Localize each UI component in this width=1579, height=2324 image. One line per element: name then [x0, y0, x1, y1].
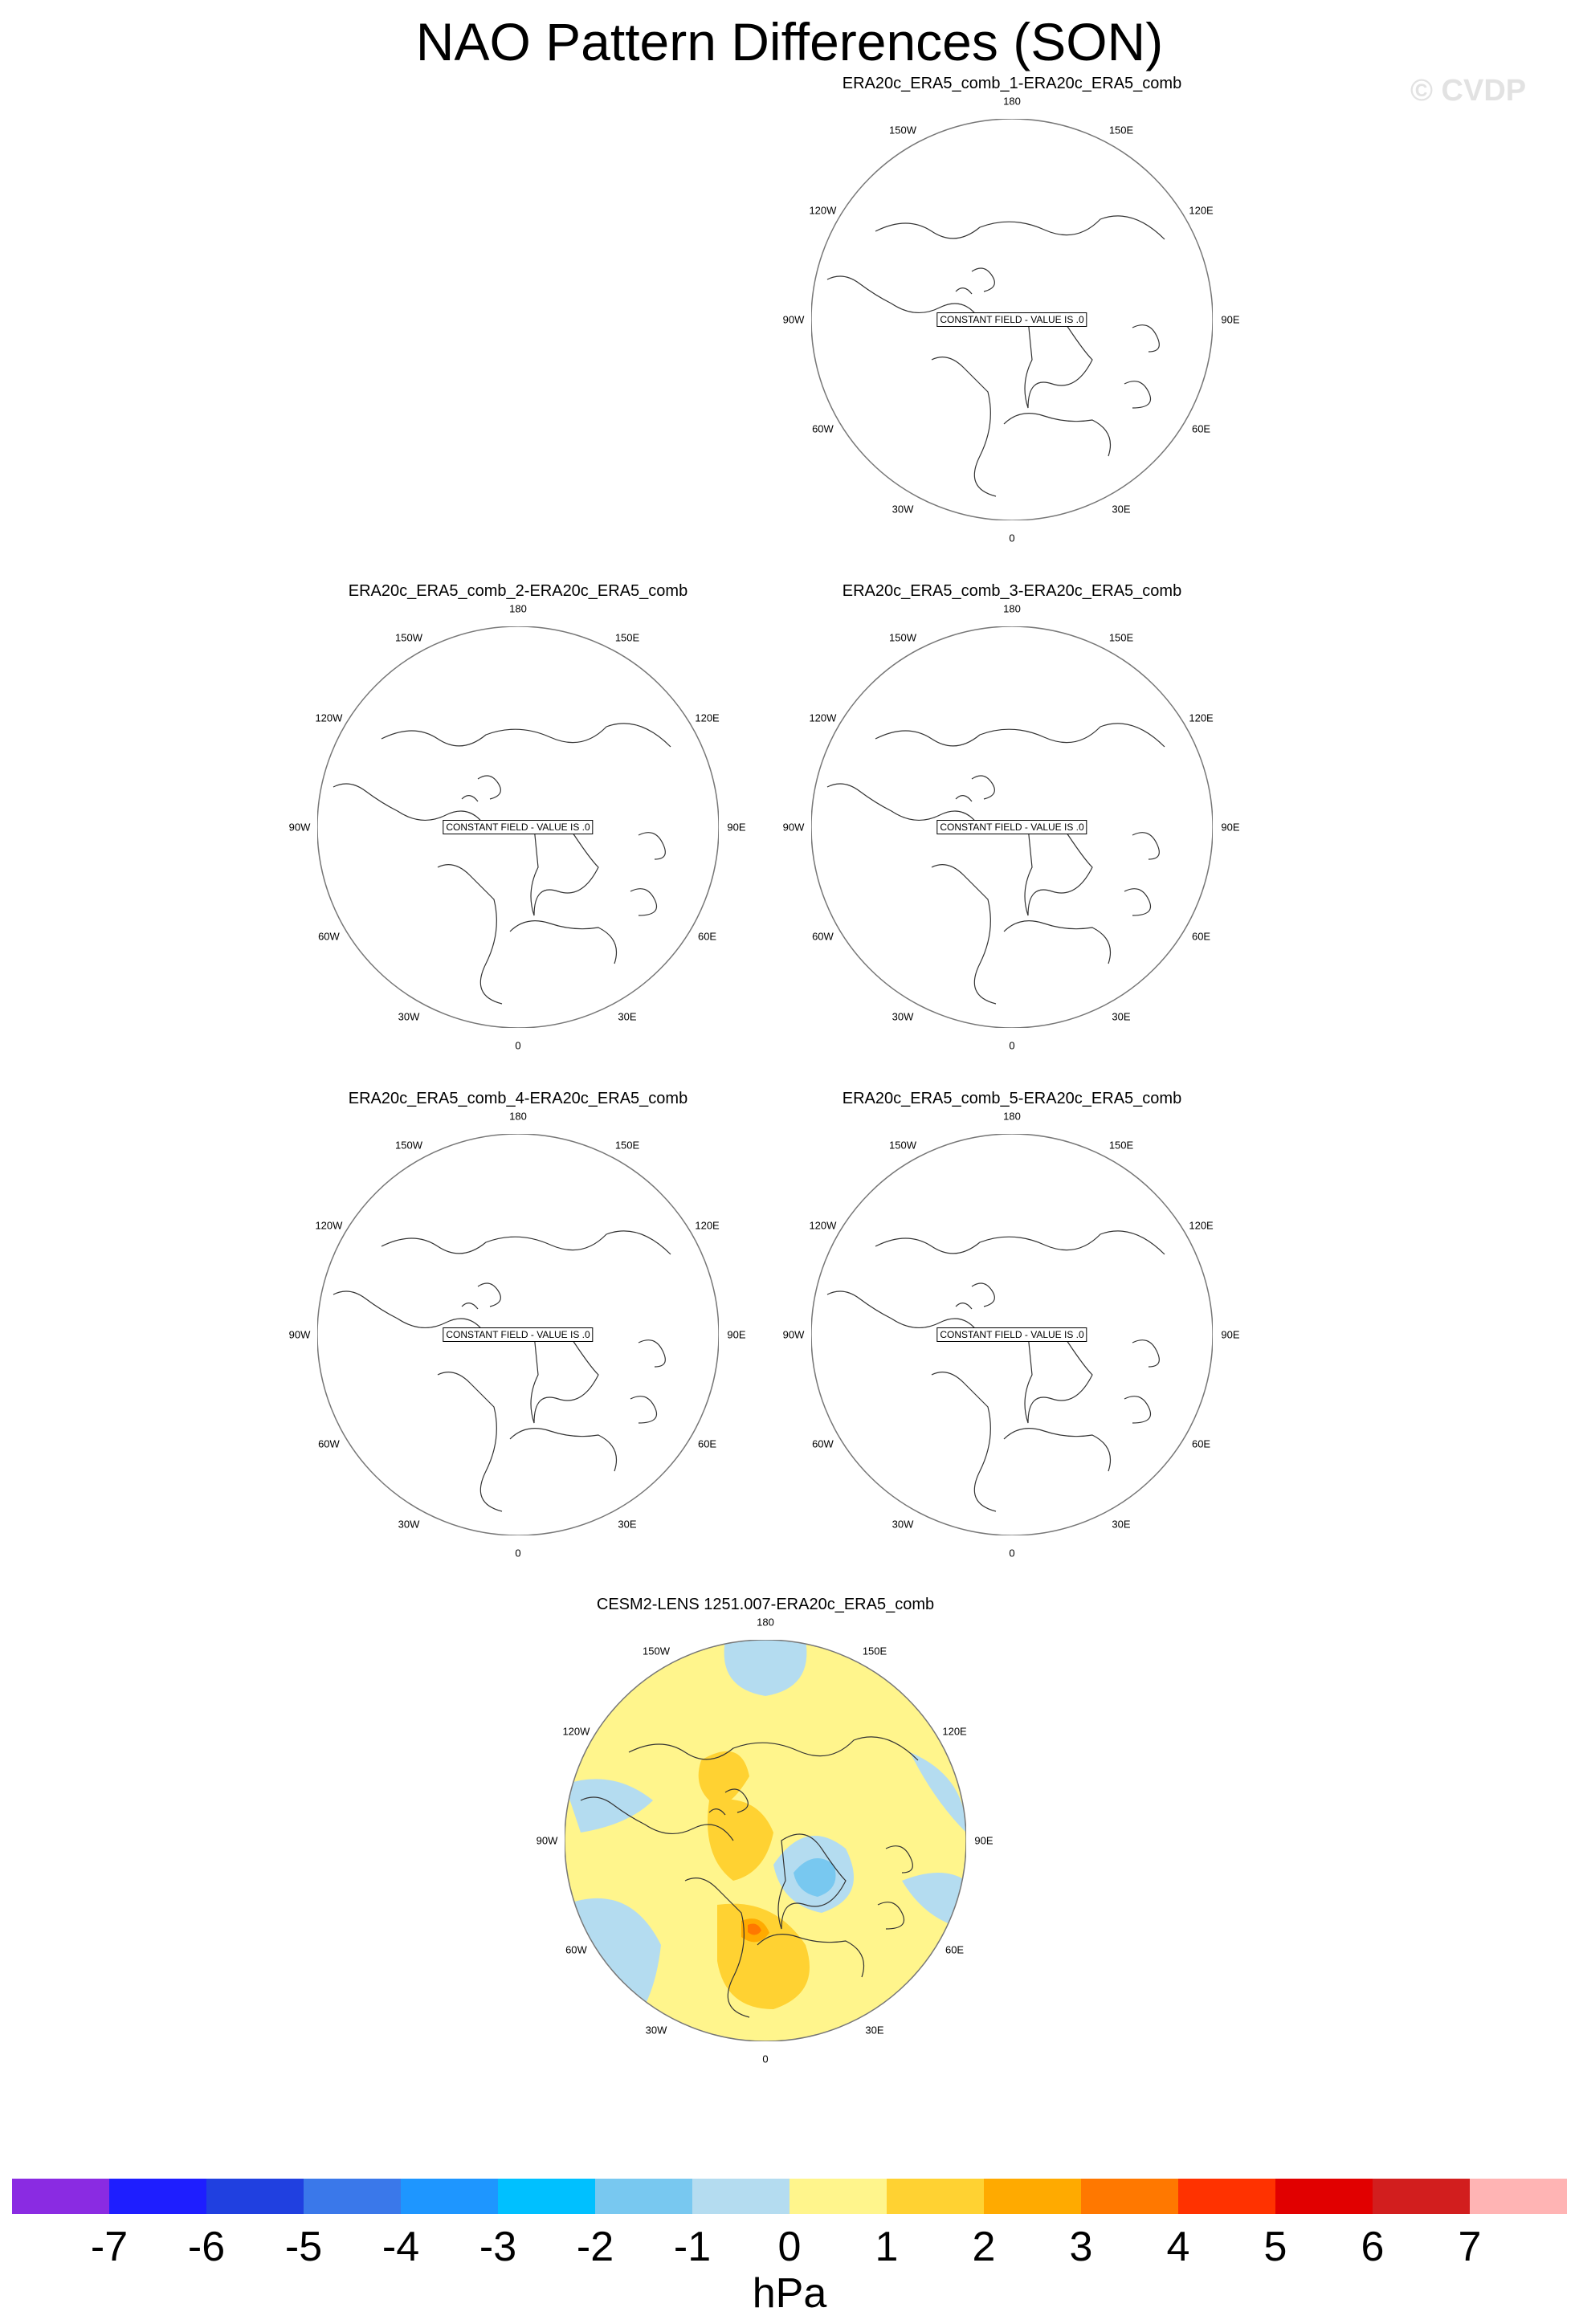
lon-label: 150W — [889, 1139, 916, 1152]
panel-title: ERA20c_ERA5_comb_1-ERA20c_ERA5_comb — [842, 75, 1182, 92]
lon-label: 120E — [942, 1725, 967, 1738]
panel-title: ERA20c_ERA5_comb_2-ERA20c_ERA5_comb — [348, 582, 688, 600]
coastline — [956, 796, 972, 801]
lon-label: 90W — [536, 1834, 558, 1847]
lon-label: 120E — [1189, 1219, 1214, 1232]
lon-label: 0 — [1009, 532, 1015, 544]
coastline — [478, 1283, 500, 1307]
lon-label: 30W — [398, 1010, 420, 1023]
lon-label: 0 — [515, 1039, 521, 1052]
lon-label: 180 — [757, 1616, 774, 1629]
coastline — [510, 921, 617, 964]
lon-label: 90E — [974, 1834, 994, 1847]
lon-label: 150E — [1108, 631, 1134, 644]
lon-label: 150W — [889, 124, 916, 137]
lon-label: 90W — [288, 1328, 311, 1341]
coastline — [462, 1303, 478, 1309]
colorbar-tick: -5 — [284, 2224, 323, 2270]
colorbar-tick: -1 — [673, 2224, 712, 2270]
lon-label: 150E — [862, 1645, 887, 1657]
colorbar-swatch — [304, 2179, 401, 2214]
lon-label: 90E — [1221, 313, 1240, 326]
colorbar-swatch — [984, 2179, 1081, 2214]
colorbar-tick: 7 — [1458, 2224, 1482, 2270]
lon-label: 150W — [643, 1645, 670, 1657]
lon-label: 60E — [1191, 422, 1211, 435]
constant-field-label: CONSTANT FIELD - VALUE IS .0 — [936, 820, 1087, 834]
coastline — [932, 357, 996, 496]
coastline — [639, 1340, 665, 1367]
coastline — [1132, 325, 1159, 352]
lon-label: 30W — [892, 1010, 914, 1023]
lon-label: 30W — [645, 2024, 667, 2037]
lon-label: 120E — [1189, 204, 1214, 217]
coastline — [1004, 414, 1111, 456]
lon-label: 180 — [1003, 602, 1021, 615]
lon-label: 60E — [697, 1437, 717, 1450]
lon-label: 30E — [618, 1010, 637, 1023]
coastline — [956, 288, 972, 294]
colorbar-tick: -6 — [187, 2224, 226, 2270]
coastline — [381, 724, 671, 747]
map-panel-3 — [782, 582, 1240, 1096]
colorbar-swatch — [887, 2179, 984, 2214]
colorbar-units: hPa — [752, 2270, 827, 2317]
lon-label: 150E — [614, 631, 640, 644]
lon-label: 120W — [809, 711, 837, 724]
lon-label: 0 — [1009, 1547, 1015, 1560]
lon-label: 60E — [697, 930, 717, 943]
colorbar-swatch — [12, 2179, 109, 2214]
lon-label: 150W — [395, 1139, 422, 1152]
lon-label: 30E — [1112, 1518, 1131, 1531]
lon-label: 60E — [1191, 930, 1211, 943]
polar-map — [565, 1640, 966, 2041]
colorbar-swatch — [790, 2179, 887, 2214]
panel-title: ERA20c_ERA5_comb_4-ERA20c_ERA5_comb — [348, 1090, 688, 1107]
lon-label: 120E — [695, 1219, 720, 1232]
lon-label: 60W — [565, 1943, 587, 1956]
lon-label: 0 — [515, 1547, 521, 1560]
colorbar-tick: 3 — [1069, 2224, 1093, 2270]
coastline — [630, 889, 657, 915]
colorbar-swatch — [206, 2179, 304, 2214]
colorbar-tick: 2 — [972, 2224, 996, 2270]
lon-label: 30E — [1112, 503, 1131, 516]
lon-label: 30E — [1112, 1010, 1131, 1023]
lon-label: 120W — [315, 1219, 343, 1232]
lon-label: 60W — [812, 422, 834, 435]
colorbar-tick: 0 — [777, 2224, 802, 2270]
lon-label: 90W — [782, 1328, 805, 1341]
colorbar-swatch — [692, 2179, 790, 2214]
lon-label: 30W — [892, 1518, 914, 1531]
coastline — [1124, 381, 1151, 408]
lon-label: 60W — [812, 930, 834, 943]
coastline — [510, 1429, 617, 1471]
coastline — [972, 268, 994, 292]
colorbar-tick: 1 — [875, 2224, 899, 2270]
lon-label: 120W — [809, 1219, 837, 1232]
lon-label: 120W — [809, 204, 837, 217]
coastline — [438, 1372, 502, 1511]
coastline — [1124, 1396, 1151, 1423]
lon-label: 150E — [614, 1139, 640, 1152]
colorbar-tick: 6 — [1361, 2224, 1385, 2270]
coastline — [1025, 821, 1092, 915]
colorbar-swatch — [1081, 2179, 1178, 2214]
lon-label: 60W — [318, 1437, 340, 1450]
coastline — [972, 1283, 994, 1307]
lon-label: 180 — [509, 602, 527, 615]
colorbar-tick: 5 — [1263, 2224, 1287, 2270]
coastline — [478, 776, 500, 799]
map-panel-5 — [782, 1090, 1240, 1604]
lon-label: 150E — [1108, 1139, 1134, 1152]
lon-label: 60E — [945, 1943, 965, 1956]
coastline — [972, 776, 994, 799]
colorbar-swatch — [1275, 2179, 1373, 2214]
lon-label: 120E — [1189, 711, 1214, 724]
colorbar — [12, 2179, 1567, 2214]
coastline — [932, 1372, 996, 1511]
coastline — [1025, 313, 1092, 408]
colorbar-tick: 4 — [1166, 2224, 1190, 2270]
lon-label: 180 — [1003, 95, 1021, 108]
coastline — [462, 796, 478, 801]
coastline — [1132, 833, 1159, 859]
coastline — [1132, 1340, 1159, 1367]
lon-label: 0 — [1009, 1039, 1015, 1052]
colorbar-tick: -7 — [90, 2224, 129, 2270]
constant-field-label: CONSTANT FIELD - VALUE IS .0 — [936, 1327, 1087, 1342]
map-panel-1 — [782, 75, 1240, 589]
coastline — [639, 833, 665, 859]
colorbar-swatch — [1373, 2179, 1470, 2214]
colorbar-tick: -2 — [576, 2224, 614, 2270]
lon-label: 150E — [1108, 124, 1134, 137]
coastline — [438, 865, 502, 1004]
lon-label: 90W — [288, 821, 311, 834]
coastline — [1124, 889, 1151, 915]
lon-label: 150W — [889, 631, 916, 644]
coastline — [875, 1231, 1165, 1254]
colorbar-swatch — [498, 2179, 595, 2214]
lon-label: 60W — [812, 1437, 834, 1450]
coastline — [875, 724, 1165, 747]
coastline — [381, 1231, 671, 1254]
panel-title: CESM2-LENS 1251.007-ERA20c_ERA5_comb — [596, 1596, 935, 1613]
coastline — [531, 1328, 598, 1423]
map-panel-4 — [288, 1090, 746, 1604]
lon-label: 120W — [315, 711, 343, 724]
lon-label: 90E — [1221, 1328, 1240, 1341]
lon-label: 30E — [865, 2024, 884, 2037]
coastline — [956, 1303, 972, 1309]
lon-label: 90E — [727, 1328, 746, 1341]
lon-label: 60W — [318, 930, 340, 943]
coastline — [1025, 1328, 1092, 1423]
coastline — [932, 865, 996, 1004]
colorbar-swatch — [109, 2179, 206, 2214]
lon-label: 0 — [762, 2053, 769, 2065]
colorbar-swatch — [401, 2179, 498, 2214]
lon-label: 150W — [395, 631, 422, 644]
colorbar-tick: -4 — [381, 2224, 420, 2270]
colorbar-swatch — [1178, 2179, 1275, 2214]
coastline — [1004, 1429, 1111, 1471]
constant-field-label: CONSTANT FIELD - VALUE IS .0 — [443, 1327, 593, 1342]
lon-label: 30W — [892, 503, 914, 516]
coastline — [630, 1396, 657, 1423]
coastline — [531, 821, 598, 915]
lon-label: 90W — [782, 313, 805, 326]
map-panel-6 — [536, 1596, 994, 2110]
lon-label: 120W — [562, 1725, 590, 1738]
lon-label: 90W — [782, 821, 805, 834]
page-title: NAO Pattern Differences (SON) — [415, 12, 1164, 71]
constant-field-label: CONSTANT FIELD - VALUE IS .0 — [443, 820, 593, 834]
colorbar-swatch — [595, 2179, 692, 2214]
map-panel-2 — [288, 582, 746, 1096]
lon-label: 120E — [695, 711, 720, 724]
coastline — [1004, 921, 1111, 964]
lon-label: 30W — [398, 1518, 420, 1531]
lon-label: 90E — [727, 821, 746, 834]
lon-label: 30E — [618, 1518, 637, 1531]
colorbar-swatch — [1470, 2179, 1567, 2214]
panel-title: ERA20c_ERA5_comb_3-ERA20c_ERA5_comb — [842, 582, 1182, 600]
coastline — [875, 216, 1165, 239]
lon-label: 60E — [1191, 1437, 1211, 1450]
lon-label: 180 — [509, 1110, 527, 1123]
lon-label: 180 — [1003, 1110, 1021, 1123]
colorbar-tick: -3 — [479, 2224, 517, 2270]
panel-title: ERA20c_ERA5_comb_5-ERA20c_ERA5_comb — [842, 1090, 1182, 1107]
constant-field-label: CONSTANT FIELD - VALUE IS .0 — [936, 312, 1087, 327]
lon-label: 90E — [1221, 821, 1240, 834]
cvdp-watermark: © CVDP — [1410, 74, 1527, 108]
